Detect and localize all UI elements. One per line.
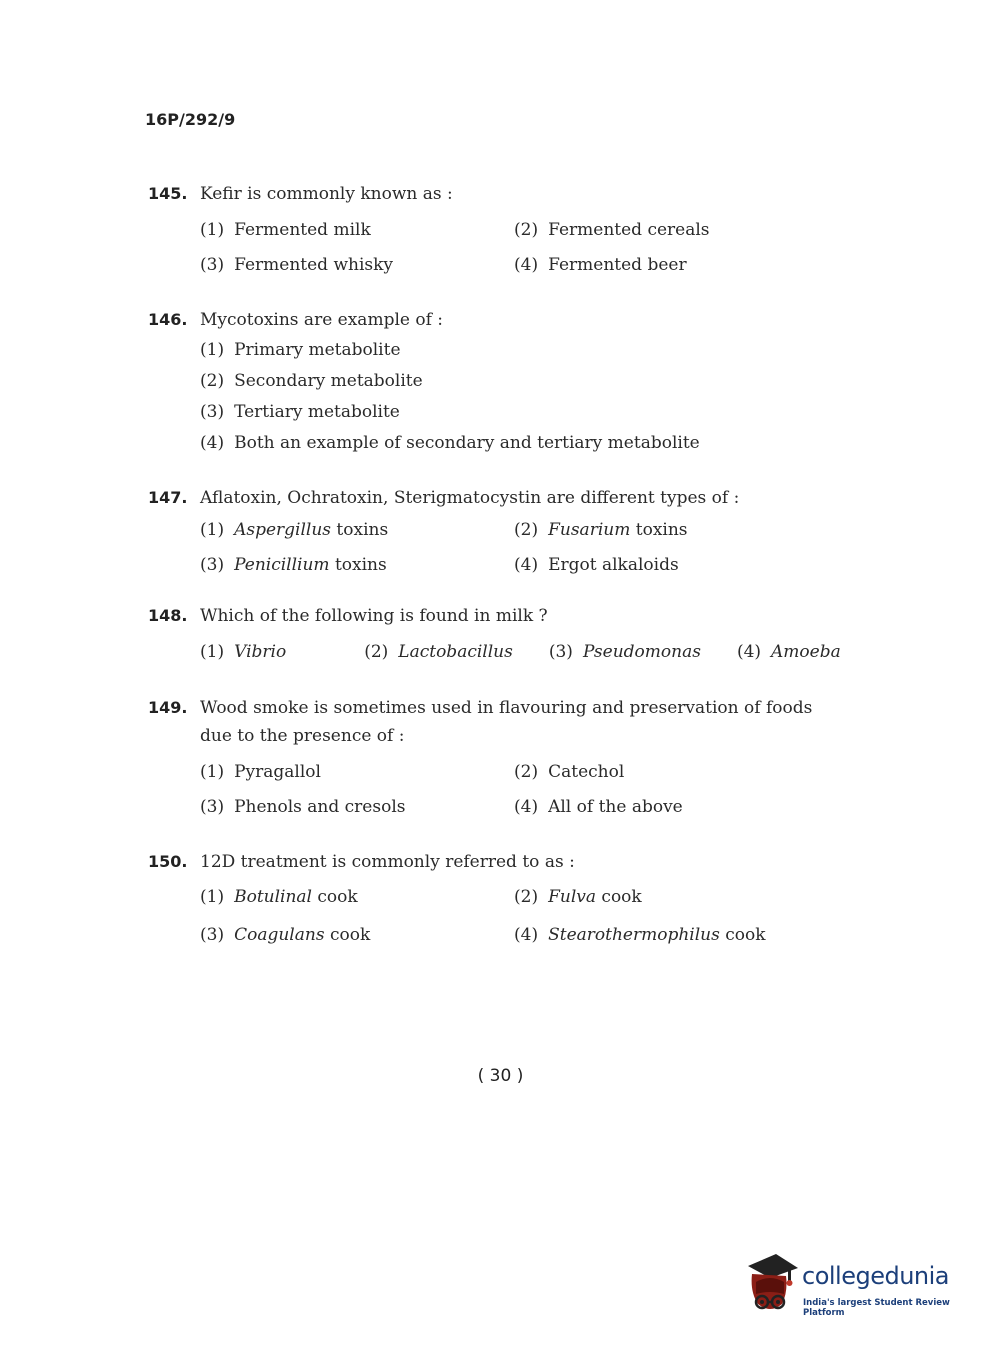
option-3: (3) Phenols and cresols	[200, 796, 406, 817]
question-text: Wood smoke is sometimes used in flavouring and preservation of foods due to the presence of :	[200, 698, 813, 746]
question-text: Aflatoxin, Ochratoxin, Sterigmatocystin are different types of :	[200, 488, 740, 508]
option-1: (1) Pyragallol	[200, 761, 321, 782]
option-3: (3) Penicillium toxins	[200, 554, 387, 575]
option-2: (2) Fulva cook	[514, 887, 642, 907]
question-148	[148, 602, 841, 669]
question-147	[148, 484, 828, 582]
option-2: (2) Fermented cereals	[514, 219, 710, 240]
question-text: Which of the following is found in milk ?	[200, 606, 548, 626]
question-number: 150.	[148, 852, 188, 871]
option-4: (4) Amoeba	[736, 641, 841, 662]
option-4: (4) All of the above	[514, 796, 683, 817]
option-4: (4) Both an example of secondary and tertiary metabolite	[200, 432, 700, 453]
paper-code: 16P/292/9	[145, 110, 236, 129]
option-4: (4) Ergot alkaloids	[514, 554, 679, 575]
question-146	[148, 306, 828, 458]
option-4: (4) Fermented beer	[514, 254, 687, 275]
option-2: (2) Lactobacillus	[364, 641, 513, 662]
question-text: 12D treatment is commonly referred to as :	[200, 852, 575, 872]
option-1: (1) Vibrio	[200, 641, 287, 662]
option-3: (3) Coagulans cook	[200, 925, 371, 945]
logo-wordmark: collegedunia	[802, 1262, 950, 1290]
option-1: (1) Botulinal cook	[200, 887, 358, 907]
option-3: (3) Tertiary metabolite	[200, 401, 400, 422]
question-text: Kefir is commonly known as :	[200, 184, 453, 204]
option-1: (1) Aspergillus toxins	[200, 519, 389, 540]
option-2: (2) Catechol	[514, 761, 625, 782]
question-145	[148, 180, 828, 282]
page-number: ( 30 )	[477, 1066, 524, 1086]
question-text: Mycotoxins are example of :	[200, 310, 444, 330]
question-number: 149.	[148, 698, 188, 717]
option-2: (2) Secondary metabolite	[200, 370, 423, 391]
option-3: (3) Pseudomonas	[548, 641, 701, 662]
question-149	[148, 694, 828, 824]
option-3: (3) Fermented whisky	[200, 254, 394, 275]
option-2: (2) Fusarium toxins	[514, 519, 688, 540]
question-number: 146.	[148, 310, 188, 329]
collegedunia-logo	[742, 1250, 972, 1320]
question-number: 148.	[148, 606, 188, 625]
option-1: (1) Fermented milk	[200, 219, 371, 240]
logo-tagline: India's largest Student Review Platform	[803, 1298, 950, 1318]
option-4: (4) Stearothermophilus cook	[514, 925, 766, 945]
option-1: (1) Primary metabolite	[200, 339, 401, 360]
question-150	[148, 848, 828, 954]
question-number: 145.	[148, 184, 188, 203]
mascot-icon	[742, 1252, 800, 1318]
question-number: 147.	[148, 488, 188, 507]
